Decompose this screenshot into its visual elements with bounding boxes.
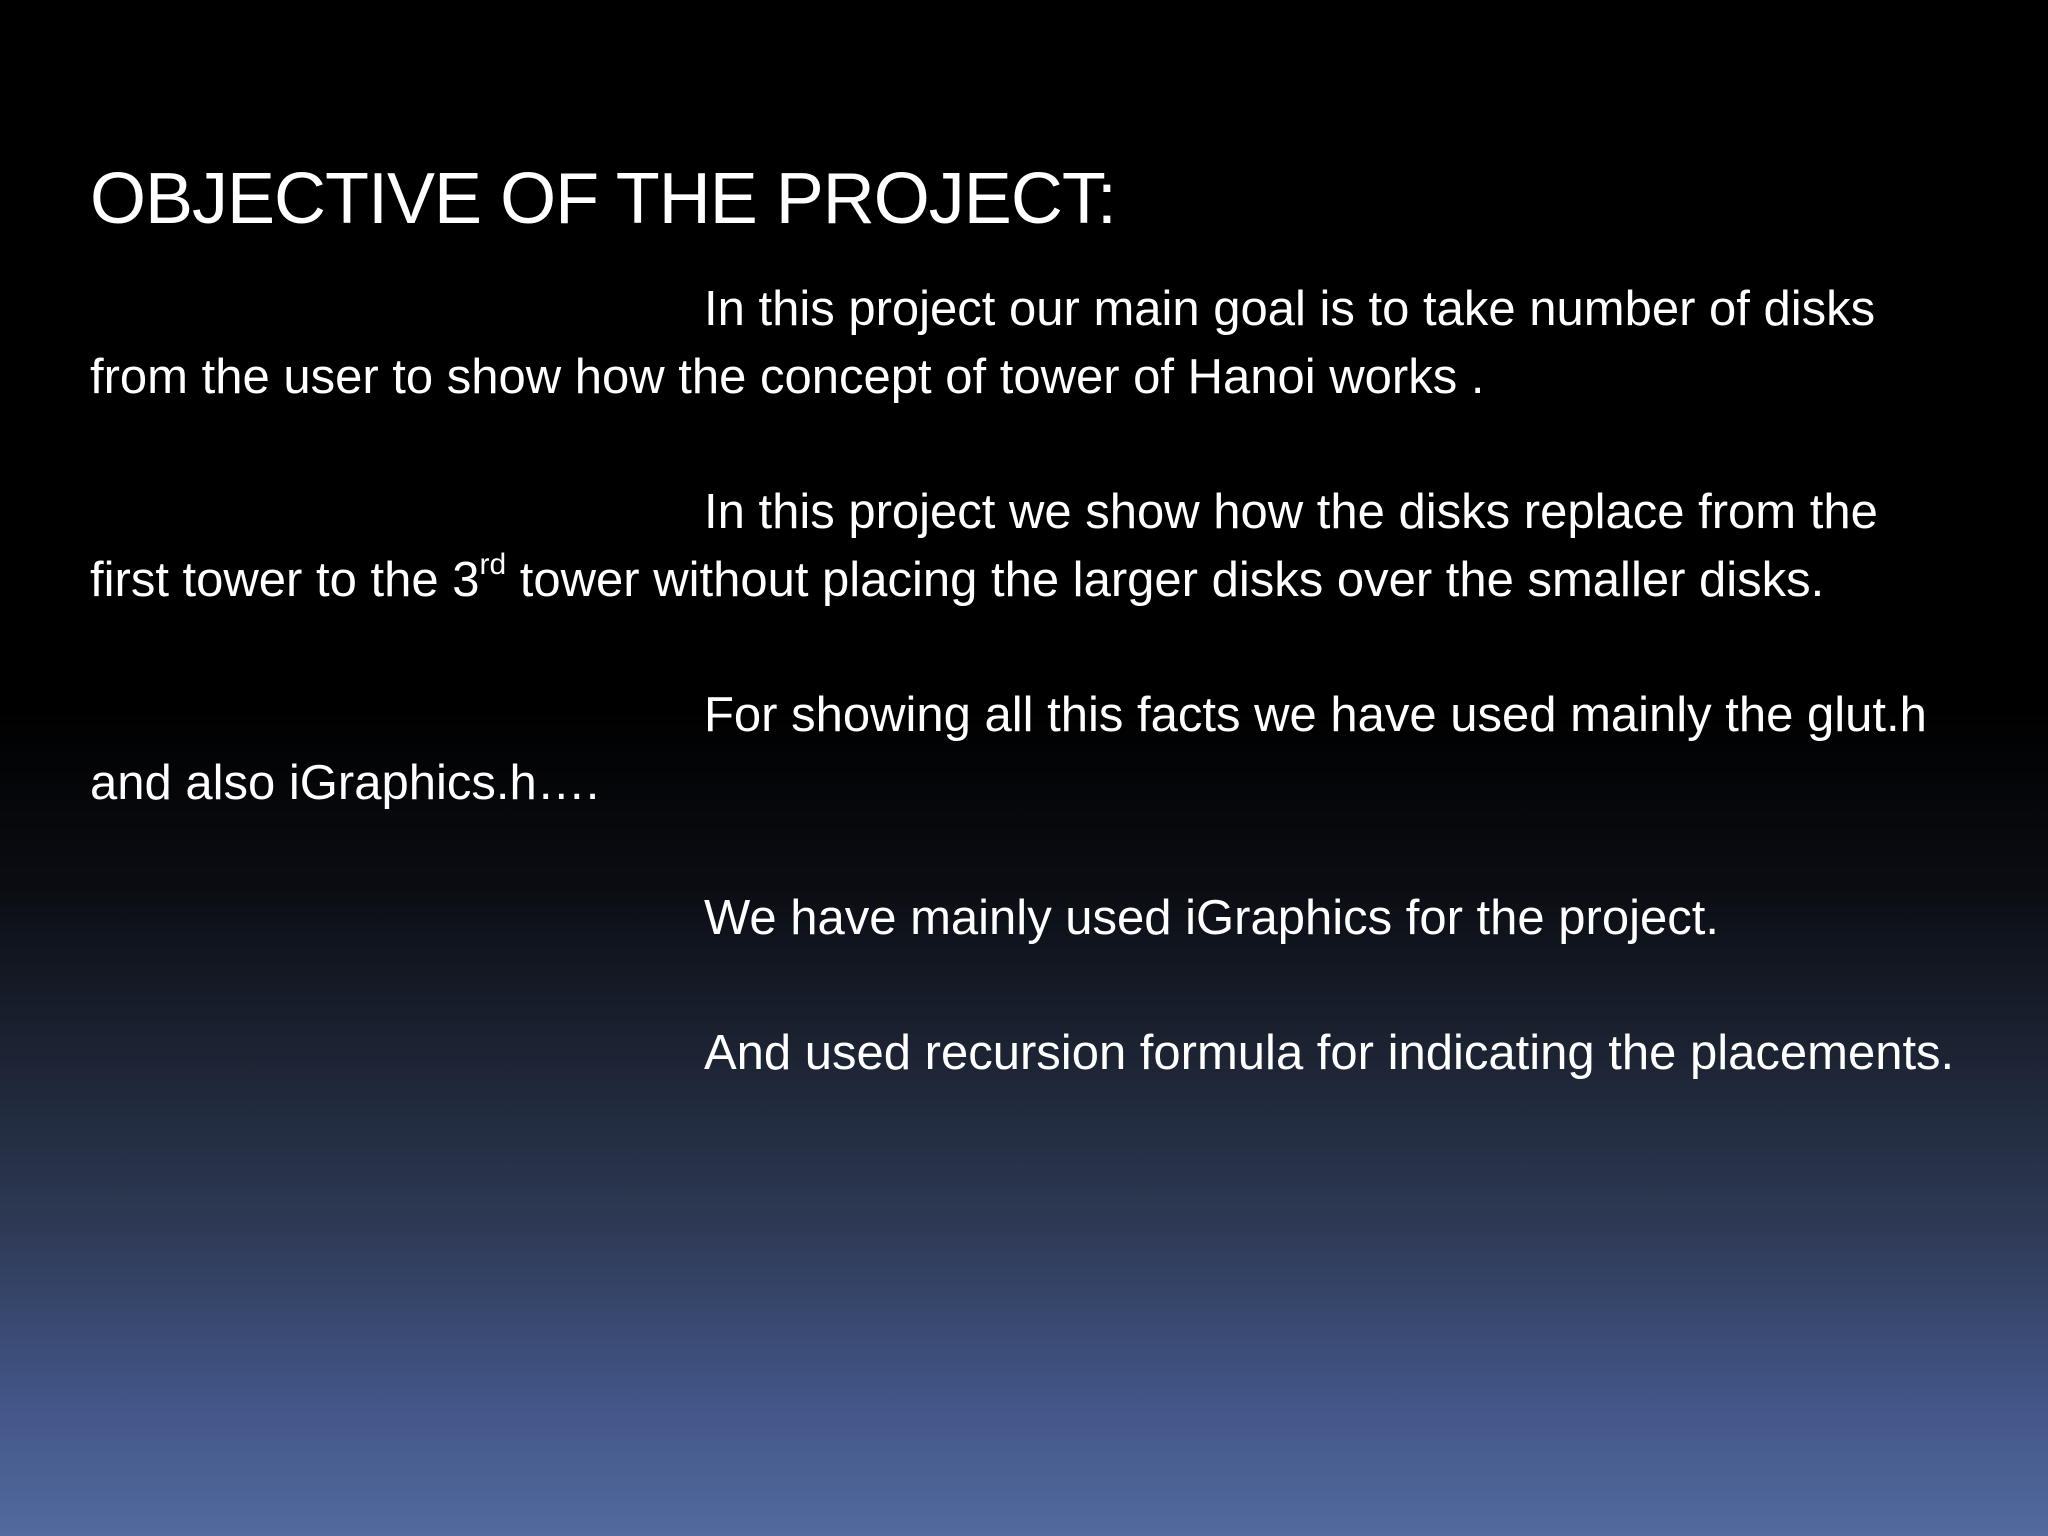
slide-body: [90, 275, 1970, 1154]
paragraph-goal: [90, 275, 1970, 411]
paragraph-disk-movement-text-before: In this project we show how the disks replace from the first tower to the 3: [90, 485, 1878, 607]
paragraph-igraphics: [90, 884, 1970, 952]
paragraph-disk-movement-text-after: tower without placing the larger disks over the smaller disks.: [506, 553, 1825, 607]
paragraph-goal-text: In this project our main goal is to take number of disks from the user to show how the concept of tower of Hanoi works .: [90, 282, 1876, 404]
paragraph-disk-movement: [90, 478, 1970, 614]
ordinal-superscript: rd: [479, 548, 507, 581]
slide-title: OBJECTIVE OF THE PROJECT:: [90, 159, 1116, 239]
paragraph-recursion: [90, 1019, 1970, 1087]
paragraph-recursion-text: And used recursion formula for indicating the placements.: [704, 1026, 1955, 1080]
paragraph-libraries: [90, 681, 1970, 817]
paragraph-libraries-text: For showing all this facts we have used mainly the glut.h and also iGraphics.h….: [90, 688, 1927, 810]
paragraph-igraphics-text: We have mainly used iGraphics for the project.: [704, 891, 1719, 945]
